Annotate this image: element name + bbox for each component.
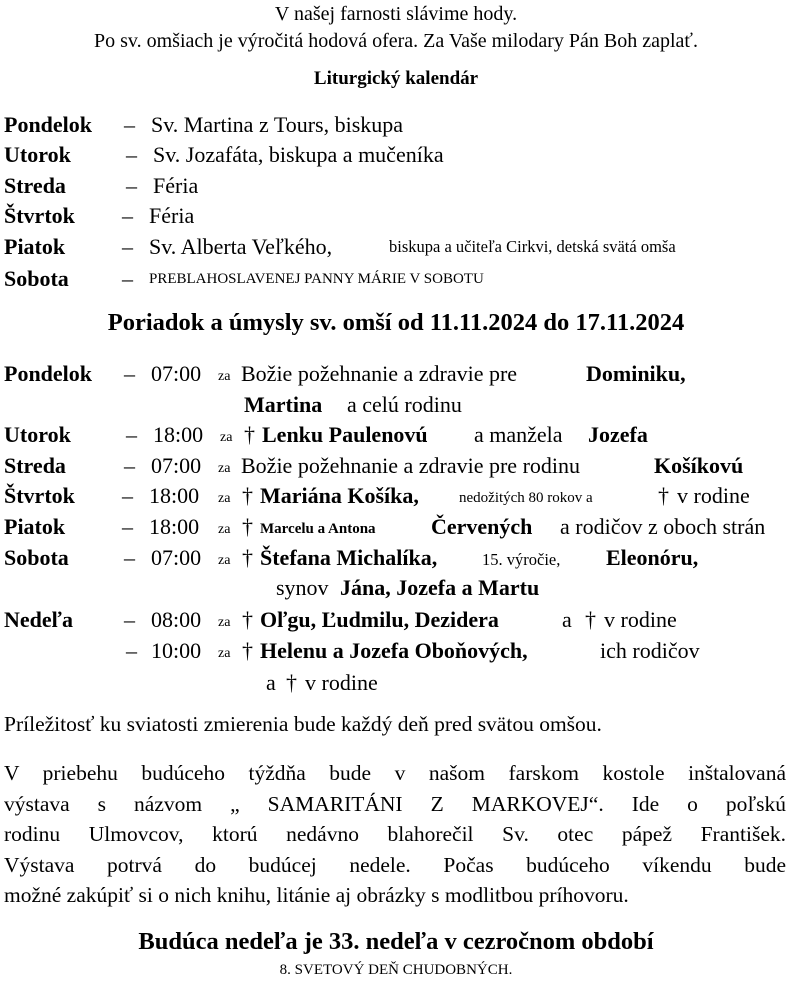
day-label: Piatok [4, 234, 66, 259]
mass-time: 18:00 [149, 483, 200, 508]
intention-text: v rodine [305, 670, 378, 695]
intention-name: Eleonóru, [606, 545, 699, 570]
cross-icon: † [244, 422, 255, 447]
day-label: Streda [4, 453, 66, 478]
masses-title: Poriadok a úmysly sv. omší od 11.11.2024 do 17.11.2024 [107, 309, 685, 336]
cross-icon: † [242, 514, 253, 539]
cross-icon: † [658, 483, 669, 508]
calendar-text-small: PREBLAHOSLAVENEJ PANNY MÁRIE V SOBOTU [149, 271, 484, 287]
calendar-row [4, 202, 788, 230]
mass-time: 10:00 [151, 638, 202, 663]
intention-name: Jozefa [588, 422, 648, 447]
mass-row [4, 544, 788, 572]
mass-row [4, 452, 788, 480]
intention-text: v rodine [604, 607, 677, 632]
za-label: za [218, 615, 231, 630]
za-label: za [220, 430, 233, 445]
dash: – [124, 607, 135, 632]
dash: – [122, 483, 133, 508]
intention-name: Martina [244, 392, 323, 417]
notice-exhibition [4, 758, 786, 911]
notice-line: Výstava potrvá do budúcej nedele. Počas budúceho víkendu bude [4, 852, 786, 877]
mass-time: 07:00 [151, 361, 202, 386]
dash: – [122, 514, 133, 539]
calendar-text: Sv. Jozafáta, biskupa a mučeníka [153, 142, 444, 167]
mass-row-continued [4, 669, 788, 697]
za-label: za [218, 646, 231, 661]
intention-text: v rodine [677, 483, 750, 508]
intention-text: ich rodičov [600, 638, 700, 663]
dash: – [126, 638, 137, 663]
calendar-text: Sv. Martina z Tours, biskupa [151, 112, 404, 137]
notice-confession [4, 710, 788, 738]
dash: – [126, 422, 137, 447]
mass-time: 08:00 [151, 607, 202, 632]
intention-text: a manžela [474, 422, 563, 447]
footer-title: Budúca nedeľa je 33. nedeľa v cezročnom období [138, 928, 654, 955]
intention-name: Mariána Košíka, [260, 483, 419, 508]
intention-text: Božie požehnanie a zdravie pre rodinu [241, 453, 581, 478]
mass-time: 18:00 [149, 514, 200, 539]
intention-name: Dominiku, [586, 361, 686, 386]
intention-name: Červených [431, 514, 533, 539]
day-label: Streda [4, 173, 66, 198]
mass-row-continued [4, 574, 788, 602]
dash: – [122, 234, 133, 259]
intention-name: Marcelu a Antona [260, 521, 376, 537]
calendar-title: Liturgický kalendár [313, 68, 479, 89]
calendar-text: Sv. Alberta Veľkého, [149, 234, 333, 259]
mass-row [4, 421, 788, 449]
mass-time: 18:00 [153, 422, 204, 447]
notice-line: možné zakúpiť si o nich knihu, litánie aj obrázky s modlitbou príhovoru. [4, 883, 629, 907]
mass-time: 07:00 [151, 545, 202, 570]
dash: – [126, 142, 137, 167]
intro-line-1: V našej farnosti slávime hody. [274, 3, 518, 25]
intention-text: Božie požehnanie a zdravie pre [241, 361, 518, 386]
dash: – [126, 173, 137, 198]
cross-icon: † [242, 607, 253, 632]
dash: – [124, 361, 135, 386]
cross-icon: † [242, 483, 253, 508]
day-label: Piatok [4, 514, 66, 539]
calendar-row [4, 111, 788, 139]
cross-icon: † [286, 670, 297, 695]
day-label: Štvrtok [4, 203, 75, 228]
cross-icon: † [585, 607, 596, 632]
day-label: Utorok [4, 142, 71, 167]
day-label: Nedeľa [4, 607, 73, 632]
mass-row [4, 360, 788, 388]
za-label: za [218, 491, 231, 506]
za-label: za [218, 369, 231, 384]
intention-text: a rodičov z oboch strán [560, 514, 766, 539]
day-label: Utorok [4, 422, 71, 447]
mass-row-continued [4, 391, 788, 419]
notice-line: rodinu Ulmovcov, ktorú nedávno blahorečil Sv. otec pápež František. [4, 822, 786, 846]
notice-text: Príležitosť ku sviatosti zmierenia bude každý deň pred svätou omšou. [4, 712, 602, 736]
calendar-row [4, 141, 788, 169]
intention-name: Jána, Jozefa a Martu [340, 575, 540, 600]
za-label: za [218, 461, 231, 476]
dash: – [124, 112, 135, 137]
dash: – [122, 266, 133, 291]
intro-line-2: Po sv. omšiach je výročitá hodová ofera. Za Vaše milodary Pán Boh zaplať. [94, 30, 698, 52]
cross-icon: † [242, 545, 253, 570]
mass-row-continued [4, 637, 788, 665]
day-label: Pondelok [4, 361, 93, 386]
intention-note: nedožitých 80 rokov a [459, 490, 593, 506]
intention-name: Oľgu, Ľudmilu, Dezidera [260, 607, 499, 632]
intention-name: Košíkovú [654, 453, 744, 478]
cross-icon: † [242, 638, 253, 663]
calendar-text: Féria [149, 203, 195, 228]
calendar-text: Féria [153, 173, 199, 198]
day-label: Sobota [4, 545, 69, 570]
mass-row [4, 606, 788, 634]
calendar-row [4, 265, 788, 293]
intention-name: Lenku Paulenovú [262, 422, 428, 447]
calendar-row [4, 233, 788, 261]
intention-note: 15. výročie, [482, 550, 561, 569]
intention-text: a [266, 670, 276, 695]
intention-text: a [562, 607, 572, 632]
za-label: za [218, 522, 231, 537]
notice-line: výstava s názvom „ SAMARITÁNI Z MARKOVEJ“. Ide o poľskú [4, 791, 786, 816]
day-label: Štvrtok [4, 483, 75, 508]
calendar-text-small: biskupa a učiteľa Cirkvi, detská svätá omša [389, 237, 676, 256]
day-label: Sobota [4, 266, 69, 291]
footer-subtitle: 8. SVETOVÝ DEŇ CHUDOBNÝCH. [279, 962, 513, 978]
za-label: za [218, 553, 231, 568]
notice-line: V priebehu budúceho týždňa bude v našom farskom kostole inštalovaná [4, 761, 786, 785]
calendar-row [4, 172, 788, 200]
dash: – [124, 545, 135, 570]
intention-name: Štefana Michalíka, [260, 545, 438, 570]
intention-text: synov [276, 575, 329, 600]
mass-time: 07:00 [151, 453, 202, 478]
dash: – [122, 203, 133, 228]
intention-name: Helenu a Jozefa Oboňových, [260, 638, 528, 663]
mass-row [4, 513, 788, 541]
mass-row [4, 482, 788, 510]
dash: – [124, 453, 135, 478]
day-label: Pondelok [4, 112, 93, 137]
intention-text: a celú rodinu [347, 392, 462, 417]
